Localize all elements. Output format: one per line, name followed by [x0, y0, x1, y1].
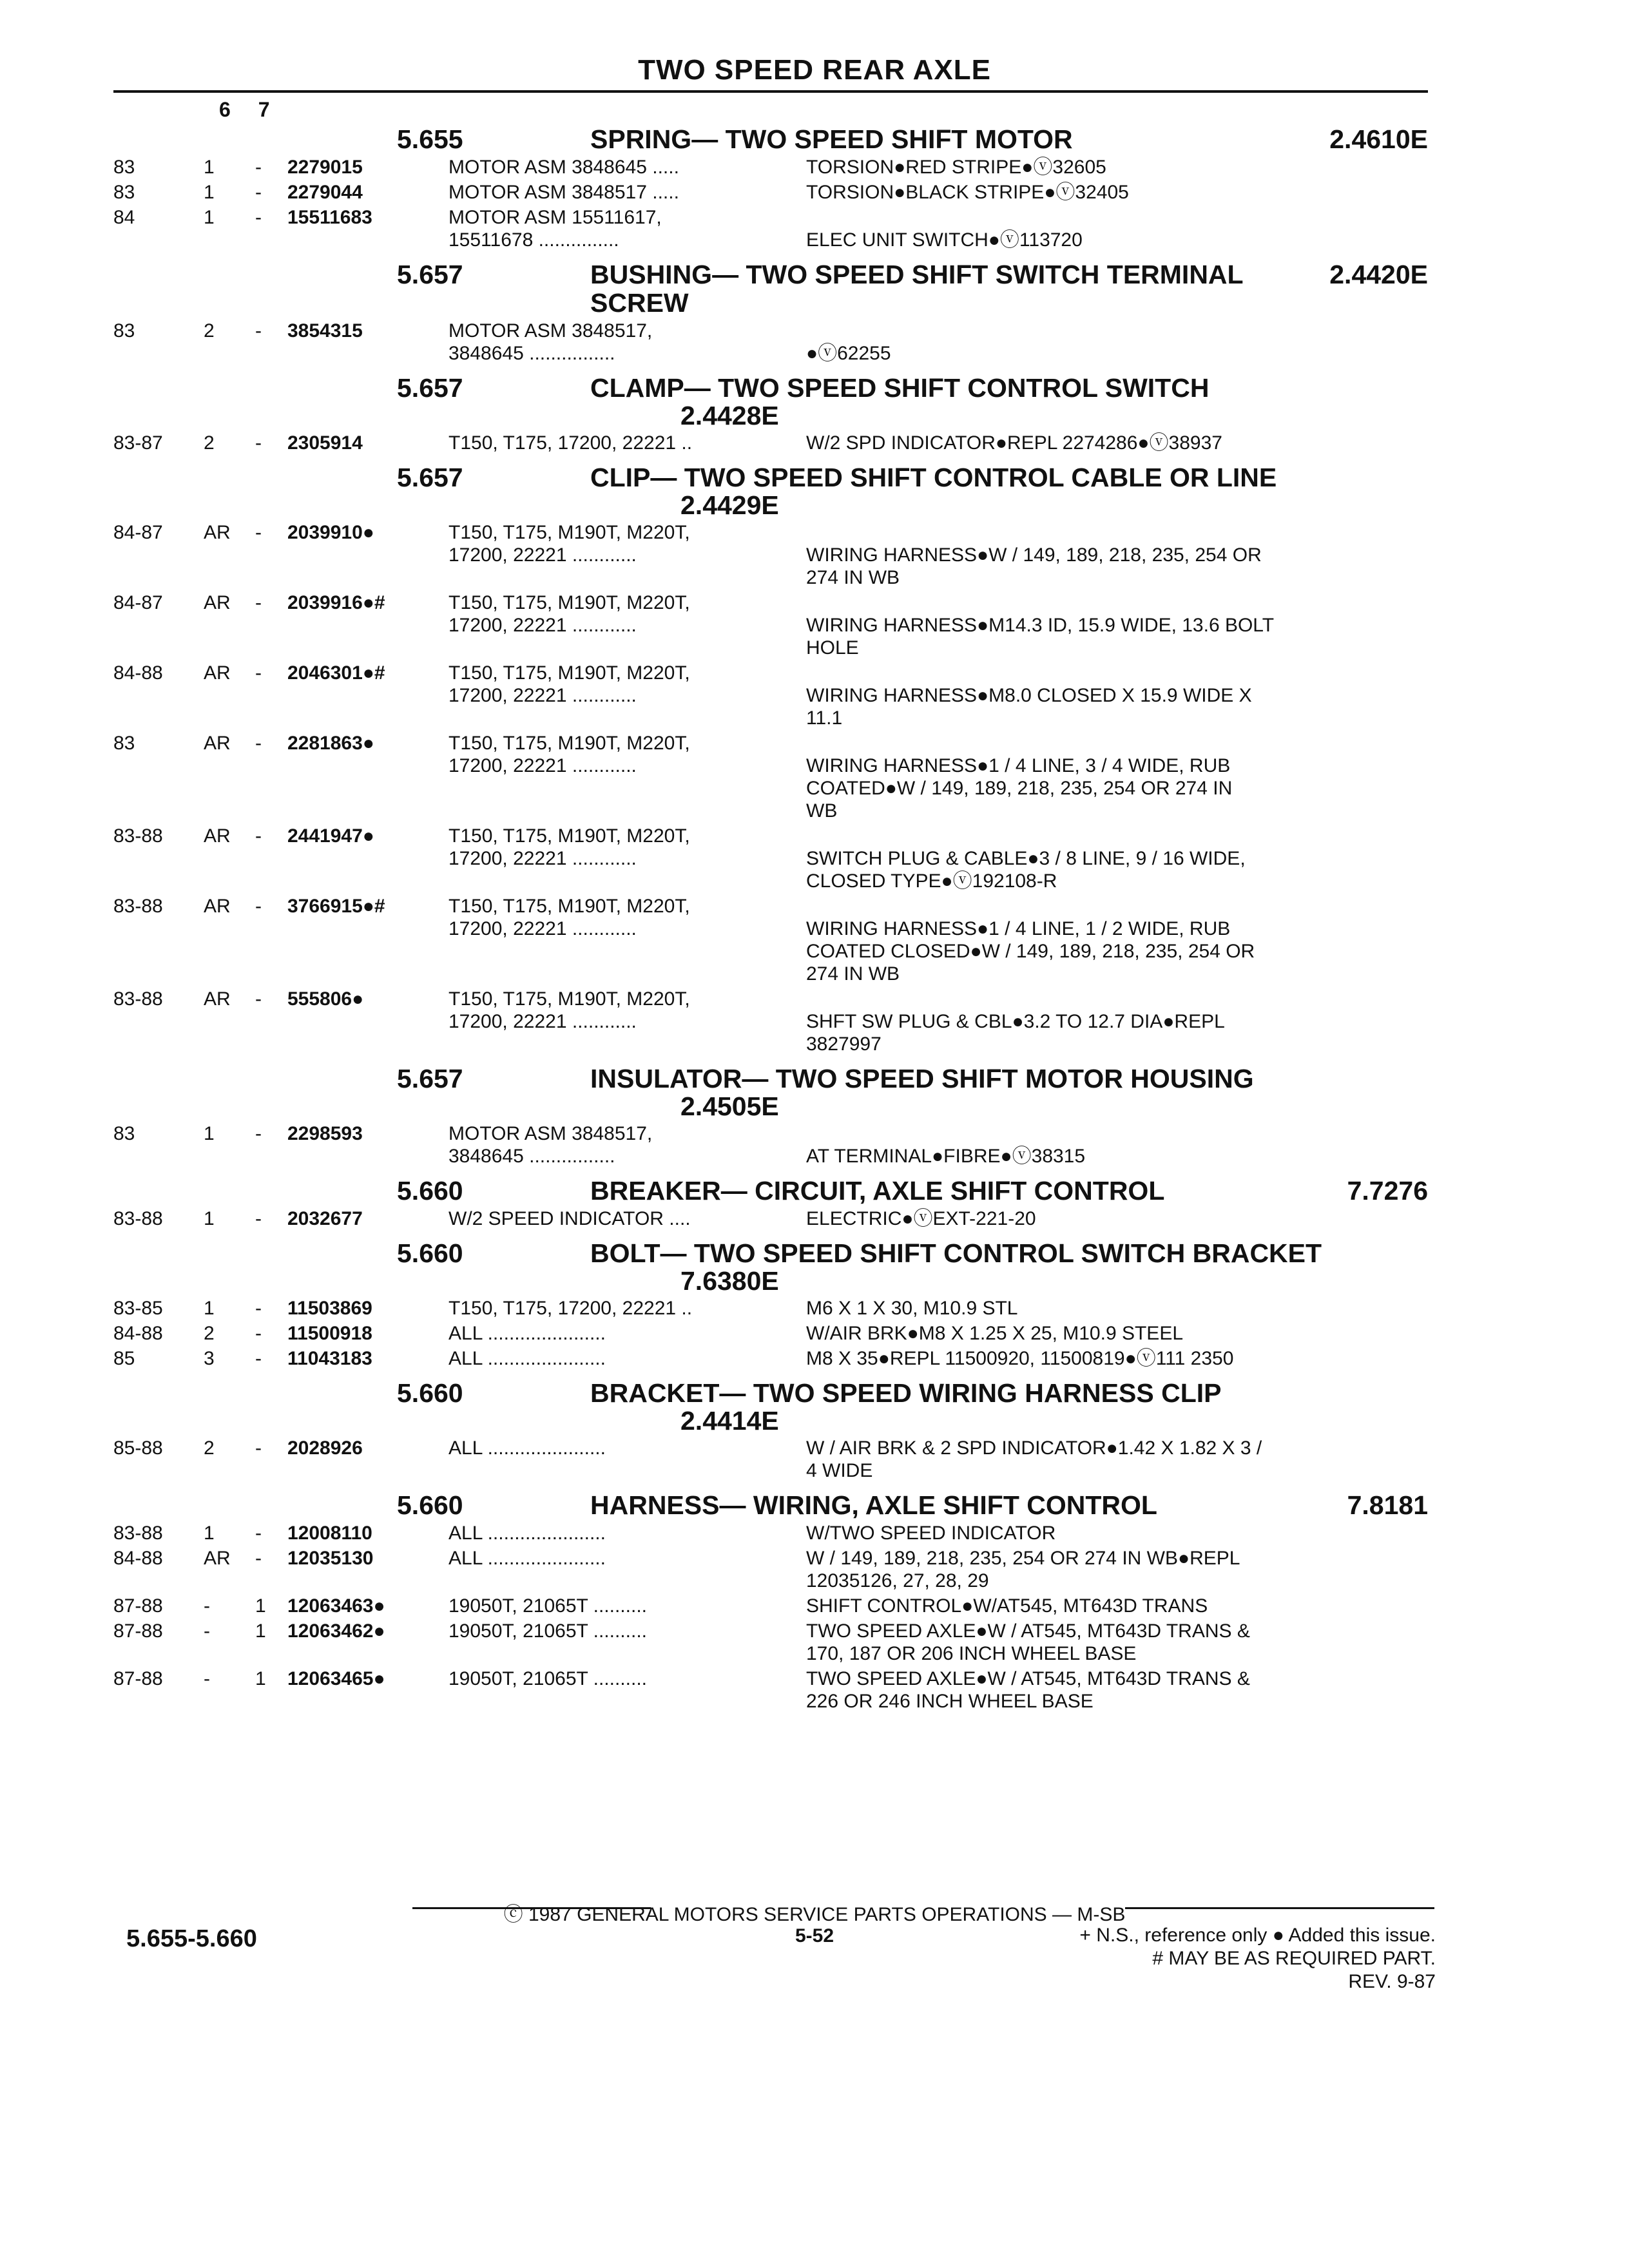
part-number: 2279015 [287, 157, 363, 178]
model-years: 83 [113, 1123, 135, 1144]
part-number: 2441947● [287, 825, 374, 847]
model-years: 85 [113, 1348, 135, 1369]
part-notes: SWITCH PLUG & CABLE●3 / 8 LINE, 9 / 16 WIDE, CLOSED TYPE●ⓥ192108-R [806, 848, 1246, 892]
part-number: 15511683 [287, 207, 372, 228]
part-notes: WIRING HARNESS●1 / 4 LINE, 3 / 4 WIDE, RUB COATED●W / 149, 189, 218, 235, 254 OR 274 IN WB [806, 755, 1233, 822]
quantity: AR [204, 1548, 231, 1569]
part-number: 11503869 [287, 1298, 372, 1319]
part-notes: TWO SPEED AXLE●W / AT545, MT643D TRANS & 170, 187 OR 206 INCH WHEEL BASE [806, 1620, 1250, 1664]
ns-marker: - [255, 522, 262, 543]
section-number: 5.657 [397, 260, 463, 289]
catalog-section [113, 1064, 1428, 1168]
part-notes: SHIFT CONTROL●W/AT545, MT643D TRANS [806, 1595, 1208, 1617]
application: MOTOR ASM 3848645 ..... [448, 157, 679, 178]
parts-list [113, 116, 1428, 1713]
quantity: AR [204, 592, 231, 613]
ns-marker: - [255, 1208, 262, 1229]
legend [1079, 1924, 1436, 1994]
ns-marker: - [255, 1123, 262, 1144]
quantity: - [204, 1620, 210, 1642]
catalog-section [113, 1177, 1428, 1230]
application: T150, T175, 17200, 22221 .. [448, 1298, 693, 1319]
section-title: INSULATOR— TWO SPEED SHIFT MOTOR HOUSING [590, 1064, 1254, 1093]
page-number: 5-52 [795, 1925, 834, 1946]
quantity: 1 [204, 207, 215, 228]
section-heading [113, 260, 1428, 317]
model-years: 84-88 [113, 662, 163, 684]
legend-line: + N.S., reference only ● Added this issue. [1079, 1925, 1436, 1946]
section-number: 5.657 [397, 373, 463, 403]
quantity: 1 [204, 1123, 215, 1144]
ns-marker: - [255, 1437, 262, 1459]
catalog-section [113, 1239, 1428, 1370]
revision: REV. 9-87 [1348, 1971, 1436, 1992]
section-code: 2.4505E [680, 1091, 779, 1121]
part-notes: SHFT SW PLUG & CBL●3.2 TO 12.7 DIA●REPL 3827997 [806, 1011, 1225, 1055]
model-years: 83-88 [113, 1523, 163, 1544]
section-code: 2.4420E [1329, 260, 1428, 289]
copyright-notice: ⓒ 1987 GENERAL MOTORS SERVICE PARTS OPERATIONS — M-SB [503, 1904, 1126, 1925]
part-notes: TORSION●BLACK STRIPE●ⓥ32405 [806, 182, 1129, 203]
quantity: 2 [204, 1437, 215, 1459]
ns-marker: - [255, 1323, 262, 1344]
application: ALL ...................... [448, 1323, 606, 1344]
ns-marker: - [255, 432, 262, 454]
ns-marker: 1 [255, 1595, 266, 1617]
part-row [113, 1547, 1428, 1592]
quantity: AR [204, 988, 231, 1010]
catalog-section [113, 260, 1428, 365]
column-header: 6 [219, 98, 231, 121]
section-code: 2.4428E [680, 401, 779, 430]
model-years: 83 [113, 733, 135, 754]
section-code: 7.6380E [680, 1266, 779, 1296]
part-number: 2281863● [287, 733, 374, 754]
section-heading [113, 125, 1428, 153]
section-title: CLIP— TWO SPEED SHIFT CONTROL CABLE OR LINE [590, 463, 1277, 492]
part-number: 3766915●# [287, 896, 385, 917]
quantity: 2 [204, 1323, 215, 1344]
part-notes: TWO SPEED AXLE●W / AT545, MT643D TRANS & 226 OR 246 INCH WHEEL BASE [806, 1668, 1250, 1712]
part-row [113, 206, 1428, 251]
page-title: TWO SPEED REAR AXLE [638, 54, 991, 86]
part-row [113, 432, 1428, 454]
part-number: 2298593 [287, 1123, 363, 1144]
part-notes: W/AIR BRK●M8 X 1.25 X 25, M10.9 STEEL [806, 1323, 1184, 1344]
section-code: 2.4610E [1329, 124, 1428, 154]
section-heading [113, 1177, 1428, 1205]
part-number: 2039916●# [287, 592, 385, 613]
quantity: 1 [204, 157, 215, 178]
part-row [113, 1620, 1428, 1665]
catalog-section [113, 374, 1428, 454]
ns-marker: - [255, 825, 262, 847]
application: T150, T175, M190T, M220T, 17200, 22221 ............ [448, 988, 690, 1032]
section-heading [113, 374, 1428, 402]
ns-marker: - [255, 182, 262, 203]
section-code: 7.7276 [1347, 1176, 1428, 1206]
model-years: 83 [113, 157, 135, 178]
application: W/2 SPEED INDICATOR .... [448, 1208, 691, 1229]
part-number: 555806● [287, 988, 364, 1010]
model-years: 83 [113, 320, 135, 341]
ns-marker: 1 [255, 1620, 266, 1642]
application: 19050T, 21065T .......... [448, 1668, 647, 1689]
quantity: 1 [204, 1208, 215, 1229]
part-notes: ELECTRIC●ⓥEXT-221-20 [806, 1208, 1036, 1229]
model-years: 85-88 [113, 1437, 163, 1459]
model-years: 83-88 [113, 896, 163, 917]
quantity: 3 [204, 1348, 215, 1369]
section-number: 5.660 [397, 1238, 463, 1268]
quantity: AR [204, 896, 231, 917]
ns-marker: - [255, 1523, 262, 1544]
application: 19050T, 21065T .......... [448, 1620, 647, 1642]
part-row [113, 1347, 1428, 1370]
model-years: 83-88 [113, 988, 163, 1010]
part-row [113, 1297, 1428, 1320]
model-years: 83-88 [113, 825, 163, 847]
quantity: 2 [204, 432, 215, 454]
ns-marker: - [255, 896, 262, 917]
part-row [113, 662, 1428, 729]
section-number: 5.655 [397, 124, 463, 154]
part-row [113, 1595, 1428, 1617]
application: MOTOR ASM 3848517, 3848645 ................ [448, 1123, 653, 1167]
application: T150, T175, 17200, 22221 .. [448, 432, 693, 454]
catalog-section [113, 125, 1428, 251]
section-number: 5.660 [397, 1378, 463, 1408]
part-notes: W/TWO SPEED INDICATOR [806, 1523, 1056, 1544]
quantity: 1 [204, 1523, 215, 1544]
part-number: 2305914 [287, 432, 363, 454]
part-row [113, 732, 1428, 822]
application: T150, T175, M190T, M220T, 17200, 22221 ............ [448, 592, 690, 636]
application: MOTOR ASM 3848517 ..... [448, 182, 679, 203]
application: T150, T175, M190T, M220T, 17200, 22221 ............ [448, 522, 690, 566]
part-row [113, 1667, 1428, 1713]
model-years: 87-88 [113, 1620, 163, 1642]
part-notes: ●ⓥ62255 [806, 343, 891, 364]
application: T150, T175, M190T, M220T, 17200, 22221 ............ [448, 733, 690, 776]
model-years: 84-87 [113, 592, 163, 613]
application: ALL ...................... [448, 1348, 606, 1369]
part-number: 11500918 [287, 1323, 372, 1344]
part-row [113, 156, 1428, 178]
section-heading [113, 1239, 1428, 1267]
part-notes: ELEC UNIT SWITCH●ⓥ113720 [806, 229, 1083, 251]
header-rule [113, 90, 1428, 93]
part-notes: WIRING HARNESS●M8.0 CLOSED X 15.9 WIDE X 11.1 [806, 685, 1252, 729]
application: 19050T, 21065T .......... [448, 1595, 647, 1617]
application: T150, T175, M190T, M220T, 17200, 22221 ............ [448, 662, 690, 706]
part-notes: W/2 SPD INDICATOR●REPL 2274286●ⓥ38937 [806, 432, 1222, 454]
section-range: 5.655-5.660 [126, 1925, 257, 1952]
part-row [113, 1322, 1428, 1345]
ns-marker: 1 [255, 1668, 266, 1689]
section-heading [113, 1491, 1428, 1519]
part-notes: W / 149, 189, 218, 235, 254 OR 274 IN WB●REPL 12035126, 27, 28, 29 [806, 1548, 1240, 1591]
application: T150, T175, M190T, M220T, 17200, 22221 ............ [448, 825, 690, 869]
part-row [113, 1122, 1428, 1168]
application: T150, T175, M190T, M220T, 17200, 22221 ............ [448, 896, 690, 939]
part-number: 12063463● [287, 1595, 385, 1617]
part-row [113, 320, 1428, 365]
part-number: 2046301●# [287, 662, 385, 684]
part-number: 12008110 [287, 1523, 372, 1544]
part-number: 11043183 [287, 1348, 372, 1369]
section-heading [113, 463, 1428, 492]
application: ALL ...................... [448, 1437, 606, 1459]
part-row [113, 1522, 1428, 1544]
part-notes: WIRING HARNESS●M14.3 ID, 15.9 WIDE, 13.6 BOLT HOLE [806, 615, 1275, 658]
model-years: 87-88 [113, 1668, 163, 1689]
part-notes: W / AIR BRK & 2 SPD INDICATOR●1.42 X 1.82 X 3 / 4 WIDE [806, 1437, 1262, 1481]
ns-marker: - [255, 733, 262, 754]
section-number: 5.660 [397, 1490, 463, 1520]
catalog-section [113, 1379, 1428, 1482]
application: ALL ...................... [448, 1548, 606, 1569]
part-row [113, 1437, 1428, 1482]
ns-marker: - [255, 988, 262, 1010]
model-years: 84-88 [113, 1548, 163, 1569]
section-number: 5.660 [397, 1176, 463, 1206]
part-number: 2279044 [287, 182, 363, 203]
part-row [113, 825, 1428, 892]
part-row [113, 895, 1428, 985]
part-row [113, 591, 1428, 659]
part-notes: WIRING HARNESS●1 / 4 LINE, 1 / 2 WIDE, RUB COATED CLOSED●W / 149, 189, 218, 235, 254 OR 274 IN WB [806, 918, 1255, 985]
quantity: - [204, 1595, 210, 1617]
quantity: - [204, 1668, 210, 1689]
section-code: 2.4414E [680, 1406, 779, 1436]
section-title: SPRING— TWO SPEED SHIFT MOTOR [590, 124, 1073, 154]
part-notes: TORSION●RED STRIPE●ⓥ32605 [806, 157, 1106, 178]
part-number: 3854315 [287, 320, 363, 341]
section-title: CLAMP— TWO SPEED SHIFT CONTROL SWITCH [590, 373, 1210, 403]
section-title: BUSHING— TWO SPEED SHIFT SWITCH TERMINAL SCREW [590, 260, 1243, 318]
ns-marker: - [255, 207, 262, 228]
ns-marker: - [255, 662, 262, 684]
part-number: 12035130 [287, 1548, 374, 1569]
application: MOTOR ASM 3848517, 3848645 ................ [448, 320, 653, 364]
ns-marker: - [255, 320, 262, 341]
model-years: 83-87 [113, 432, 163, 454]
part-row [113, 1207, 1428, 1230]
section-number: 5.657 [397, 1064, 463, 1093]
ns-marker: - [255, 157, 262, 178]
section-heading [113, 1064, 1428, 1093]
column-header: 7 [258, 98, 270, 121]
application: ALL ...................... [448, 1523, 606, 1544]
section-title: BOLT— TWO SPEED SHIFT CONTROL SWITCH BRACKET [590, 1238, 1322, 1268]
part-notes: WIRING HARNESS●W / 149, 189, 218, 235, 254 OR 274 IN WB [806, 544, 1262, 588]
legend-line: # MAY BE AS REQUIRED PART. [1152, 1948, 1436, 1969]
part-notes: M6 X 1 X 30, M10.9 STL [806, 1298, 1018, 1319]
quantity: AR [204, 825, 231, 847]
model-years: 83-85 [113, 1298, 163, 1319]
ns-marker: - [255, 1548, 262, 1569]
catalog-section [113, 463, 1428, 1055]
section-code: 2.4429E [680, 490, 779, 520]
part-notes: M8 X 35●REPL 11500920, 11500819●ⓥ111 2350 [806, 1348, 1234, 1369]
part-number: 2032677 [287, 1208, 363, 1229]
model-years: 84-87 [113, 522, 163, 543]
section-title: BREAKER— CIRCUIT, AXLE SHIFT CONTROL [590, 1176, 1165, 1206]
ns-marker: - [255, 1298, 262, 1319]
quantity: AR [204, 662, 231, 684]
ns-marker: - [255, 592, 262, 613]
part-row [113, 988, 1428, 1055]
section-title: HARNESS— WIRING, AXLE SHIFT CONTROL [590, 1490, 1157, 1520]
section-number: 5.657 [397, 463, 463, 492]
ns-marker: - [255, 1348, 262, 1369]
quantity: 1 [204, 182, 215, 203]
section-heading [113, 1379, 1428, 1407]
model-years: 83 [113, 182, 135, 203]
section-code: 7.8181 [1347, 1490, 1428, 1520]
quantity: 2 [204, 320, 215, 341]
model-years: 84 [113, 207, 135, 228]
quantity: AR [204, 733, 231, 754]
application: MOTOR ASM 15511617, 15511678 ............... [448, 207, 662, 251]
model-years: 84-88 [113, 1323, 163, 1344]
part-row [113, 521, 1428, 589]
model-years: 83-88 [113, 1208, 163, 1229]
section-title: BRACKET— TWO SPEED WIRING HARNESS CLIP [590, 1378, 1222, 1408]
model-years: 87-88 [113, 1595, 163, 1617]
quantity: AR [204, 522, 231, 543]
catalog-section [113, 1491, 1428, 1713]
part-number: 2028926 [287, 1437, 363, 1459]
part-number: 12063462● [287, 1620, 385, 1642]
part-number: 12063465● [287, 1668, 385, 1689]
part-notes: AT TERMINAL●FIBRE●ⓥ38315 [806, 1146, 1086, 1167]
part-row [113, 181, 1428, 204]
quantity: 1 [204, 1298, 215, 1319]
part-number: 2039910● [287, 522, 374, 543]
